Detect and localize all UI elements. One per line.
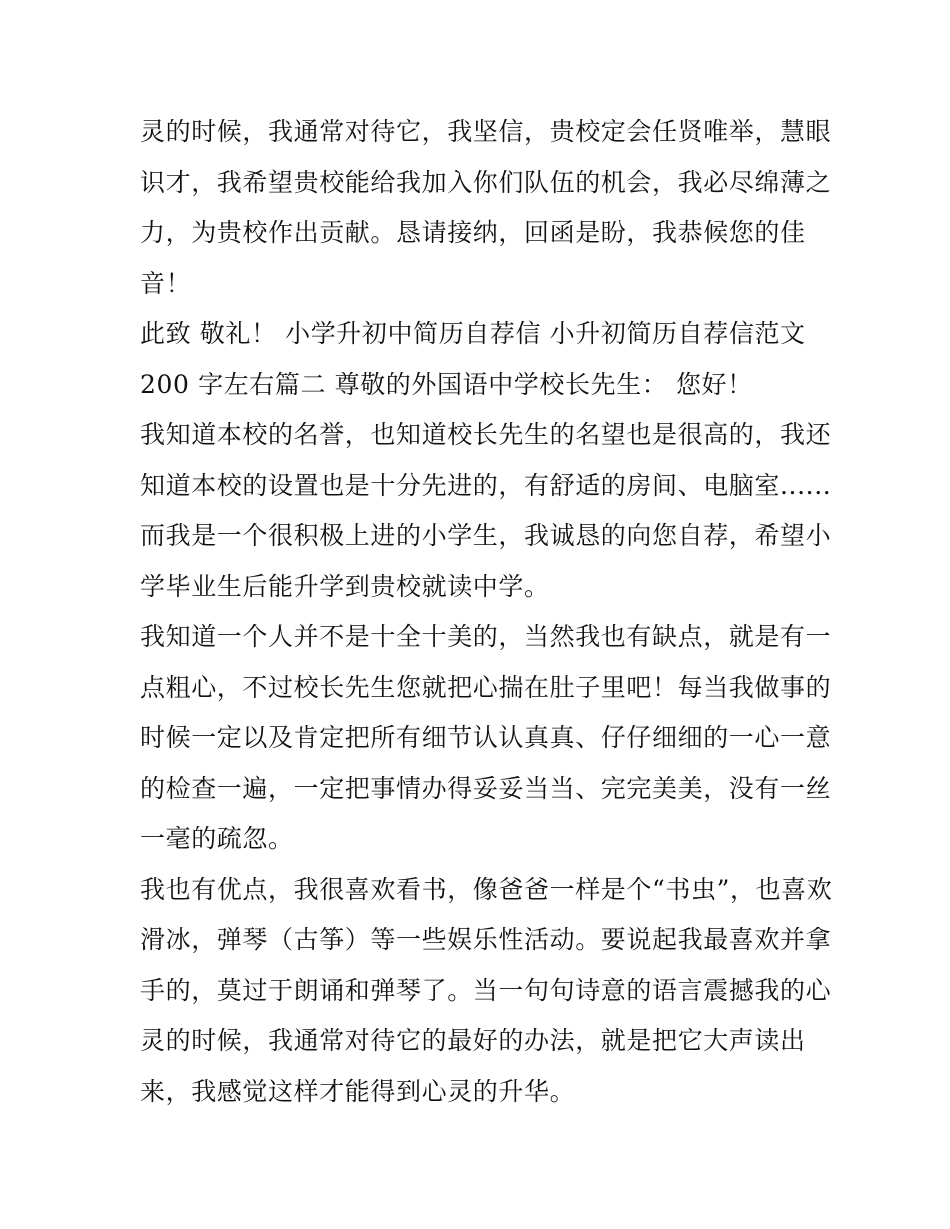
text-line-2: 识才，我希望贵校能给我加入你们队伍的机会，我必尽绵薄之 <box>140 167 832 197</box>
text-line-1: 灵的时候，我通常对待它，我坚信，贵校定会任贤唯举，慧眼 <box>140 117 832 146</box>
text-line-15: 一毫的疏忽。 <box>140 824 294 853</box>
text-line-10: 学毕业生后能升学到贵校就读中学。 <box>140 571 550 601</box>
text-line-5: 此致 敬礼！ 小学升初中简历自荐信 小升初简历自荐信范文 <box>140 319 806 348</box>
text-line-19: 灵的时候，我通常对待它的最好的办法，就是把它大声读出 <box>140 1026 806 1055</box>
text-line-9: 而我是一个很积极上进的小学生，我诚恳的向您自荐，希望小 <box>140 521 832 550</box>
text-line-3: 力，为贵校作出贡献。恳请接纳，回函是盼，我恭候您的佳 <box>140 218 806 247</box>
text-line-4: 音！ <box>140 268 192 298</box>
text-line-16: 我也有优点，我很喜欢看书，像爸爸一样是个“书虫”，也喜欢 <box>140 874 833 904</box>
text-line-17: 滑冰，弹琴（古筝）等一些娱乐性活动。要说起我最喜欢并拿 <box>140 925 832 954</box>
text-line-14: 的检查一遍，一定把事情办得妥妥当当、完完美美，没有一丝 <box>140 773 832 803</box>
text-line-6: 200 字左右篇二 尊敬的外国语中学校长先生： 您好！ <box>140 369 753 399</box>
text-line-7: 我知道本校的名誉，也知道校长先生的名望也是很高的，我还 <box>140 420 832 449</box>
text-line-8: 知道本校的设置也是十分先进的，有舒适的房间、电脑室...... <box>140 470 832 500</box>
document-body <box>140 107 833 1117</box>
text-line-20: 来，我感觉这样才能得到心灵的升华。 <box>140 1076 576 1106</box>
text-line-12: 点粗心，不过校长先生您就把心揣在肚子里吧！每当我做事的 <box>140 672 832 702</box>
text-line-11: 我知道一个人并不是十全十美的，当然我也有缺点，就是有一 <box>140 622 832 651</box>
text-line-13: 时候一定以及肯定把所有细节认认真真、仔仔细细的一心一意 <box>140 723 832 752</box>
text-line-18: 手的，莫过于朗诵和弹琴了。当一句句诗意的语言震撼我的心 <box>140 975 832 1005</box>
